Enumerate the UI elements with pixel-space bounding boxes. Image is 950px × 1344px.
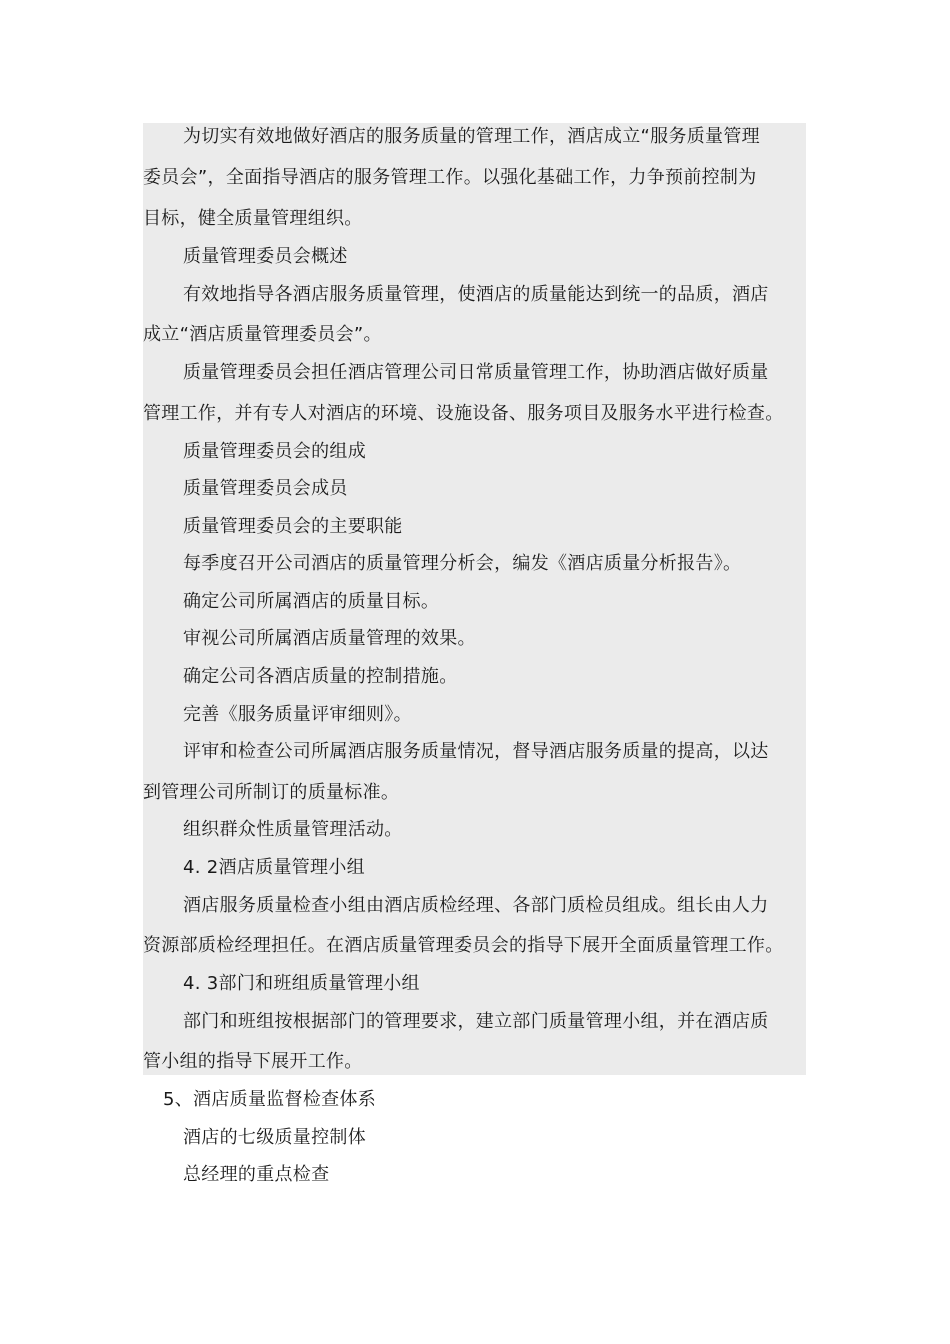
list-item: 评审和检查公司所属酒店服务质量情况，督导酒店服务质量的提高，以达 (183, 741, 769, 762)
paragraph-line: 为切实有效地做好酒店的服务质量的管理工作，酒店成立“服务质量管理 (183, 126, 760, 147)
list-item: 每季度召开公司酒店的质量管理分析会，编发《酒店质量分析报告》。 (183, 553, 742, 574)
list-item: 到管理公司所制订的质量标准。 (143, 782, 400, 803)
list-item: 确定公司各酒店质量的控制措施。 (183, 666, 458, 687)
paragraph-line: 成立“酒店质量管理委员会”。 (143, 324, 382, 345)
paragraph-line: 部门和班组按根据部门的管理要求，建立部门质量管理小组，并在酒店质 (183, 1011, 769, 1032)
section-heading: 质量管理委员会概述 (183, 246, 348, 267)
paragraph-line: 酒店服务质量检查小组由酒店质检经理、各部门质检员组成。组长由人力 (183, 895, 769, 916)
paragraph-line: 委员会”，全面指导酒店的服务管理工作。以强化基础工作，力争预前控制为 (143, 167, 757, 188)
section-heading: 质量管理委员会成员 (183, 478, 348, 499)
list-item: 酒店的七级质量控制体 (183, 1127, 366, 1148)
section-heading: 4. 2酒店质量管理小组 (183, 857, 365, 878)
paragraph-line: 资源部质检经理担任。在酒店质量管理委员会的指导下展开全面质量管理工作。 (143, 935, 784, 956)
list-item: 组织群众性质量管理活动。 (183, 819, 403, 840)
section-heading: 质量管理委员会的组成 (183, 441, 366, 462)
paragraph-line: 管理工作，并有专人对酒店的环境、设施设备、服务项目及服务水平进行检查。 (143, 403, 784, 424)
list-item: 审视公司所属酒店质量管理的效果。 (183, 628, 476, 649)
section-heading: 5、酒店质量监督检查体系 (163, 1089, 377, 1110)
list-item: 总经理的重点检查 (183, 1164, 330, 1185)
paragraph-line: 有效地指导各酒店服务质量管理，使酒店的质量能达到统一的品质，酒店 (183, 284, 769, 305)
list-item: 确定公司所属酒店的质量目标。 (183, 591, 440, 612)
paragraph-line: 管小组的指导下展开工作。 (143, 1051, 363, 1072)
paragraph-line: 目标，健全质量管理组织。 (143, 208, 363, 229)
paragraph-line: 质量管理委员会担任酒店管理公司日常质量管理工作，协助酒店做好质量 (183, 362, 769, 383)
section-heading: 4. 3部门和班组质量管理小组 (183, 973, 420, 994)
list-item: 完善《服务质量评审细则》。 (183, 704, 412, 725)
section-heading: 质量管理委员会的主要职能 (183, 516, 403, 537)
